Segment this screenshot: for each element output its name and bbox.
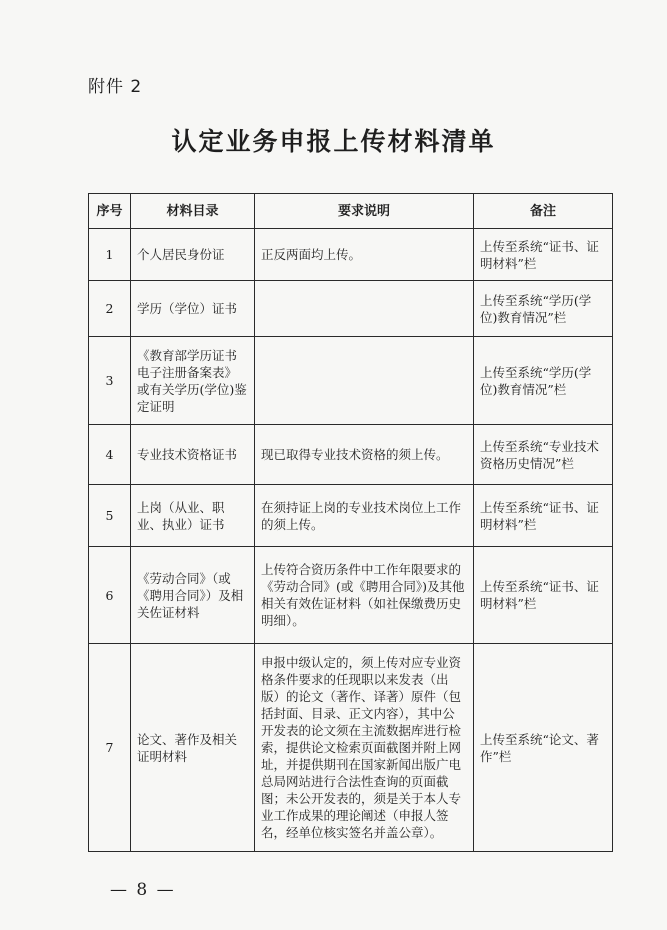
- row-requirement: 正反两面均上传。: [255, 229, 474, 281]
- row-material: 上岗（从业、职业、执业）证书: [131, 485, 255, 547]
- row-remark: 上传至系统“证书、证明材料”栏: [474, 547, 613, 644]
- row-material: 《劳动合同》（或《聘用合同》）及相关佐证材料: [131, 547, 255, 644]
- row-requirement: [255, 337, 474, 425]
- row-remark: 上传至系统“学历(学位)教育情况”栏: [474, 281, 613, 337]
- col-header-material: 材料目录: [131, 194, 255, 229]
- table-row: [89, 547, 613, 644]
- row-remark: 上传至系统“学历(学位)教育情况”栏: [474, 337, 613, 425]
- row-remark: 上传至系统“证书、证明材料”栏: [474, 229, 613, 281]
- table-row: [89, 229, 613, 281]
- page-title: 认定业务申报上传材料清单: [171, 127, 496, 156]
- materials-table: [88, 193, 613, 852]
- row-requirement: 上传符合资历条件中工作年限要求的《劳动合同》(或《聘用合同》)及其他相关有效佐证材料（如社保缴费历史明细）。: [255, 547, 474, 644]
- row-no: 5: [89, 485, 131, 547]
- table-row: [89, 281, 613, 337]
- row-no: 3: [89, 337, 131, 425]
- table-row: [89, 425, 613, 485]
- row-requirement: 申报中级认定的，须上传对应专业资格条件要求的任现职以来发表（出版）的论文（著作、译著）原件（包括封面、目录、正文内容），其中公开发表的论文须在主流数据库进行检索，提供论文检索页面截图并附上网址，并提供期刊在国家新闻出版广电总局网站进行合法性查询的页面截图；未公开发表的，须是关于本人专业工作成果的理论阐述（申报人签名，经单位核实签名并盖公章）。: [255, 644, 474, 852]
- attachment-label: 附件 2: [88, 77, 143, 97]
- table-row: [89, 337, 613, 425]
- row-no: 1: [89, 229, 131, 281]
- row-material: 学历（学位）证书: [131, 281, 255, 337]
- table-row: [89, 485, 613, 547]
- row-requirement: [255, 281, 474, 337]
- row-no: 4: [89, 425, 131, 485]
- row-material: 论文、著作及相关证明材料: [131, 644, 255, 852]
- row-remark: 上传至系统“专业技术资格历史情况”栏: [474, 425, 613, 485]
- row-no: 7: [89, 644, 131, 852]
- page-number: — 8 —: [110, 880, 176, 900]
- col-header-remark: 备注: [474, 194, 613, 229]
- row-remark: 上传至系统“论文、著作”栏: [474, 644, 613, 852]
- row-requirement: 在须持证上岗的专业技术岗位上工作的须上传。: [255, 485, 474, 547]
- row-no: 6: [89, 547, 131, 644]
- col-header-requirement: 要求说明: [255, 194, 474, 229]
- row-remark: 上传至系统“证书、证明材料”栏: [474, 485, 613, 547]
- row-no: 2: [89, 281, 131, 337]
- col-header-no: 序号: [89, 194, 131, 229]
- table-row: [89, 644, 613, 852]
- table-header-row: [89, 194, 613, 229]
- row-material: 个人居民身份证: [131, 229, 255, 281]
- row-requirement: 现已取得专业技术资格的须上传。: [255, 425, 474, 485]
- row-material: 专业技术资格证书: [131, 425, 255, 485]
- row-material: 《教育部学历证书电子注册备案表》或有关学历(学位)鉴定证明: [131, 337, 255, 425]
